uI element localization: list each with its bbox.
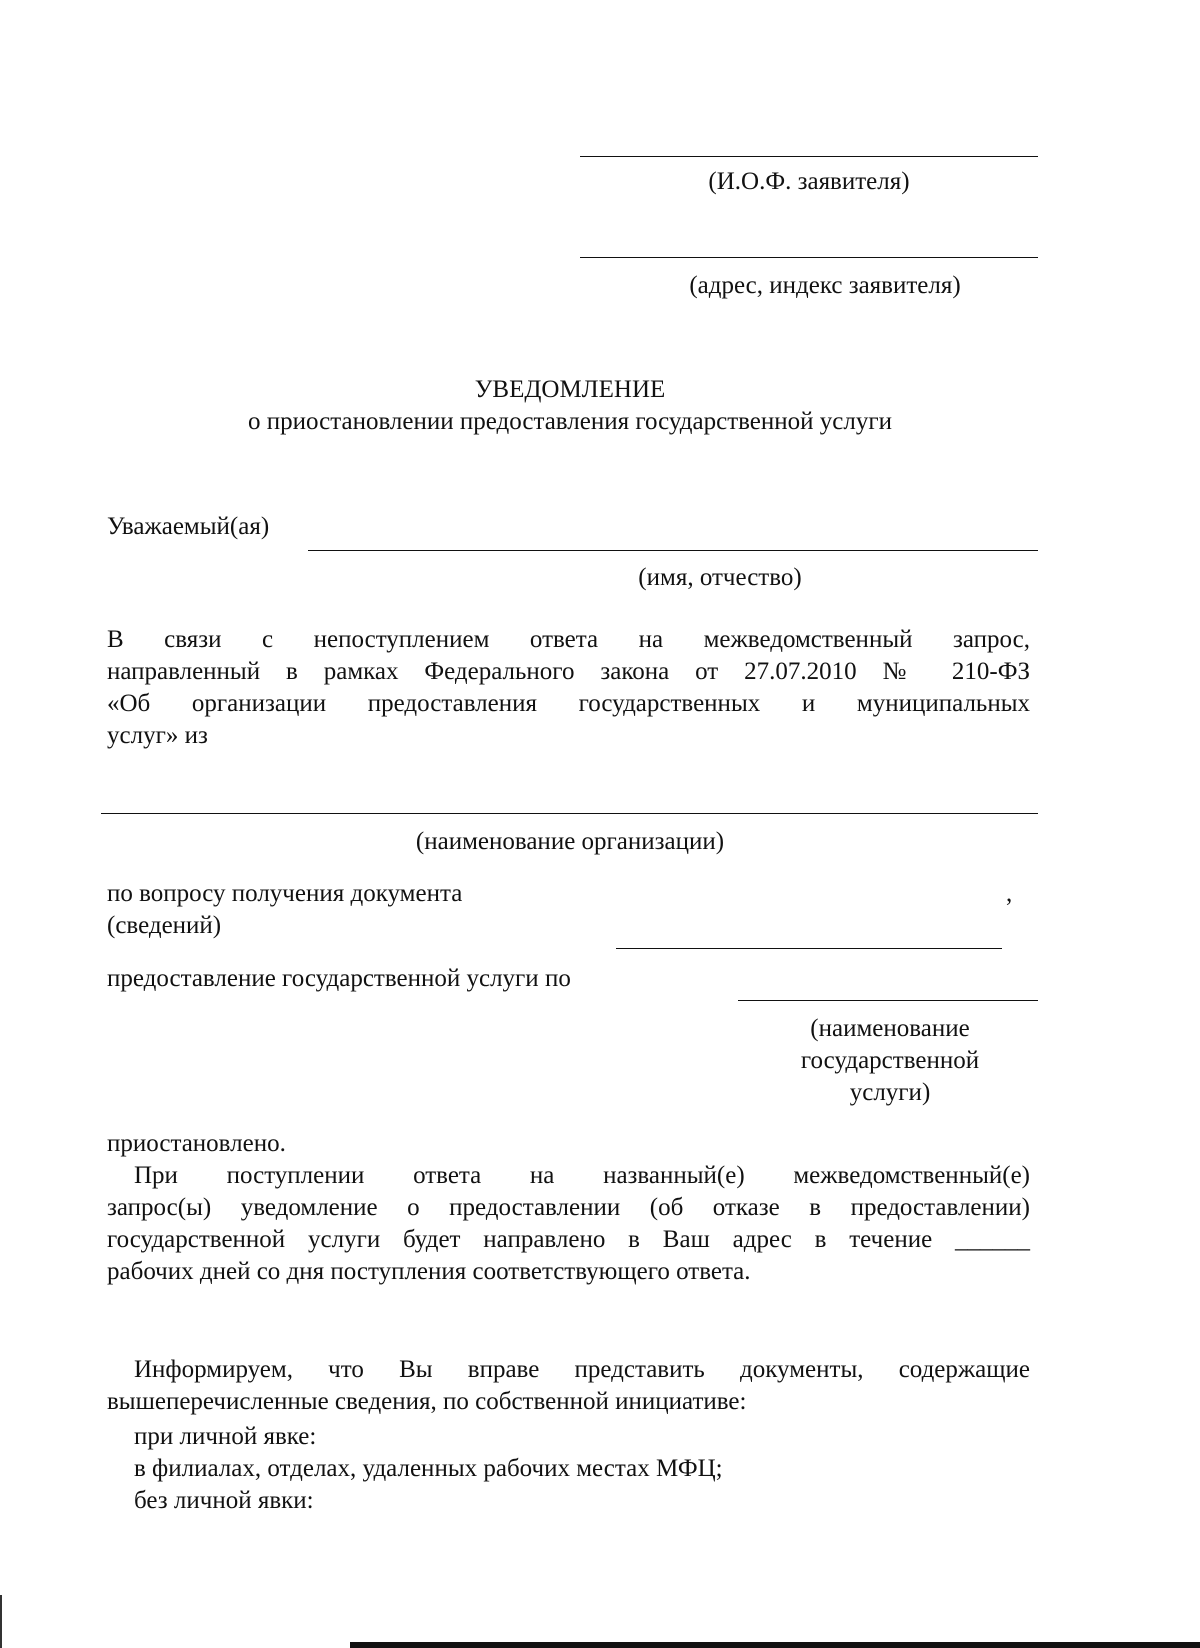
paragraph2-line: запрос(ы) уведомление о предоставлении (об отказе в предоставлении) [107,1194,1030,1221]
document-question-text: по вопросу получения документа [107,880,463,907]
paragraph-own-initiative [107,1354,1030,1418]
document-title: УВЕДОМЛЕНИЕ [474,376,666,403]
paragraph1-line: направленный в рамках Федерального закона от 27.07.2010 № 210-ФЗ [107,658,1030,685]
paragraph-response-notice [107,1160,1030,1288]
document-question-comma: , [1006,880,1013,907]
applicant-name-caption: (И.О.Ф. заявителя) [708,168,910,195]
scan-edge-left [0,1595,2,1648]
suspended-text: приостановлено. [107,1130,286,1157]
paragraph1-line: услуг» из [107,722,208,749]
paragraph-interagency-request [107,624,1030,752]
name-caption: (имя, отчество) [638,564,802,591]
service-caption [760,1013,1020,1109]
paragraph2-line: государственной услуги будет направлено в Ваш адрес в течение ______ [107,1226,1030,1253]
recipient-name-line [308,550,1038,551]
applicant-name-line [580,156,1038,157]
scan-edge-bottom [350,1642,1200,1648]
paragraph1-line: В связи с непоступлением ответа на межведомственный запрос, [107,626,1030,653]
service-caption-line: государственной [800,1047,980,1074]
paragraph1-line: «Об организации предоставления государственных и муниципальных [107,690,1030,717]
paragraph3-line: Информируем, что Вы вправе представить документы, содержащие [134,1356,1030,1383]
service-caption-line: (наименование [810,1015,970,1042]
option-mfc-branches: в филиалах, отделах, удаленных рабочих местах МФЦ; [134,1455,723,1482]
service-provision-text: предоставление государственной услуги по [107,965,571,992]
organization-line [101,813,1038,814]
document-question-details: (сведений) [107,912,222,939]
paragraph2-line: При поступлении ответа на названный(е) межведомственный(е) [134,1162,1030,1189]
paragraph3-line: вышеперечисленные сведения, по собственной инициативе: [107,1388,747,1415]
applicant-address-caption: (адрес, индекс заявителя) [689,272,961,299]
organization-caption: (наименование организации) [415,828,725,855]
service-caption-line: услуги) [849,1079,931,1106]
option-personal-visit: при личной явке: [134,1423,317,1450]
document-name-line [616,948,1002,949]
document-subtitle: о приостановлении предоставления государственной услуги [248,408,892,435]
salutation: Уважаемый(ая) [107,513,270,540]
service-name-line [738,1000,1038,1001]
paragraph2-line: рабочих дней со дня поступления соответствующего ответа. [107,1258,751,1285]
option-without-visit: без личной явки: [134,1487,314,1514]
applicant-address-line [580,257,1038,258]
